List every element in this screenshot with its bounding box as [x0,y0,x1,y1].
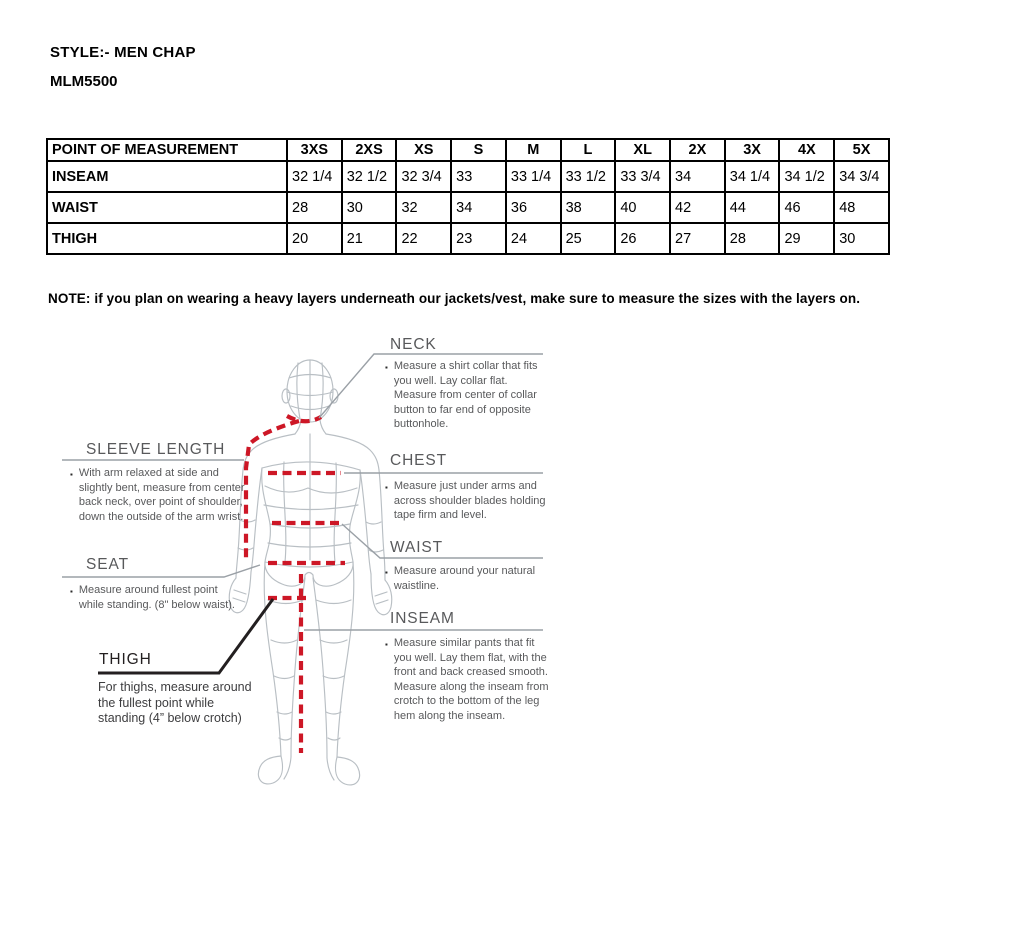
size-value-cell: 21 [342,223,397,254]
size-value-cell: 33 1/4 [506,161,561,192]
size-value-cell: 40 [615,192,670,223]
measurement-note: NOTE: if you plan on wearing a heavy layers underneath our jackets/vest, make sure to measure the sizes with the layers on. [48,291,861,306]
table-row [47,223,889,254]
thigh-section-description: For thighs, measure around the fullest point while standing (4” below crotch) [98,680,252,725]
bullet-icon: ▪ [70,470,73,479]
sleeve-length-section-title: SLEEVE LENGTH [86,441,226,458]
neck-measure-line [287,416,321,421]
table-row [47,192,889,223]
size-value-cell: 23 [451,223,506,254]
row-label: THIGH [47,223,287,254]
waist-section-title: WAIST [390,539,444,556]
size-value-cell: 32 3/4 [396,161,451,192]
size-value-cell: 34 1/4 [725,161,780,192]
chest-section-title: CHEST [390,452,448,469]
size-value-cell: 27 [670,223,725,254]
size-column-header: S [451,139,506,161]
size-column-header: XL [615,139,670,161]
size-value-cell: 32 1/4 [287,161,342,192]
chest-section-description: ▪ Measure just under arms and across shoulder blades holding tape firm and level. [385,480,546,522]
row-label: INSEAM [47,161,287,192]
size-value-cell: 24 [506,223,561,254]
size-value-cell: 30 [834,223,889,254]
size-value-cell: 33 [451,161,506,192]
sleeve-length-section-description: ▪ With arm relaxed at side and slightly bent, measure from center back neck, over point of shoulder, down the outside of the arm wrist. [70,467,245,523]
size-value-cell: 34 [451,192,506,223]
seat-section-description: ▪ Measure around fullest point while standing. (8" below waist). [70,584,235,611]
measurement-lines [246,416,345,753]
size-column-header: 3X [725,139,780,161]
size-value-cell: 25 [561,223,616,254]
thigh-section-title: THIGH [99,651,152,668]
size-value-cell: 28 [287,192,342,223]
bullet-icon: ▪ [385,483,388,492]
size-column-header: XS [396,139,451,161]
size-value-cell: 42 [670,192,725,223]
size-value-cell: 34 3/4 [834,161,889,192]
size-value-cell: 38 [561,192,616,223]
bullet-icon: ▪ [70,587,73,596]
waist-section-description: ▪ Measure around your natural waistline. [385,565,536,592]
style-code: MLM5500 [50,73,118,90]
bullet-icon: ▪ [385,568,388,577]
size-value-cell: 44 [725,192,780,223]
size-chart-header [47,139,889,161]
seat-section-title: SEAT [86,556,129,573]
measurement-column-header: POINT OF MEASUREMENT [47,139,287,161]
size-value-cell: 22 [396,223,451,254]
size-value-cell: 20 [287,223,342,254]
size-value-cell: 30 [342,192,397,223]
size-value-cell: 26 [615,223,670,254]
neck-section-title: NECK [390,336,437,353]
size-value-cell: 33 3/4 [615,161,670,192]
table-header-row [47,139,889,161]
inseam-section-title: INSEAM [390,610,455,627]
size-value-cell: 29 [779,223,834,254]
size-value-cell: 36 [506,192,561,223]
size-chart-table [46,138,890,255]
size-column-header: L [561,139,616,161]
size-column-header: 5X [834,139,889,161]
bullet-icon: ▪ [385,363,388,372]
table-row [47,161,889,192]
size-column-header: 2XS [342,139,397,161]
size-value-cell: 28 [725,223,780,254]
size-value-cell: 33 1/2 [561,161,616,192]
size-value-cell: 34 1/2 [779,161,834,192]
row-label: WAIST [47,192,287,223]
size-column-header: 3XS [287,139,342,161]
size-value-cell: 46 [779,192,834,223]
neck-section-description: ▪ Measure a shirt collar that fits you well. Lay collar flat. Measure from center of collar button to far end of opposite buttonhole. [385,360,538,431]
sleeve-measure-line [246,421,299,562]
size-column-header: M [506,139,561,161]
size-chart-body [47,161,889,254]
bullet-icon: ▪ [385,640,388,649]
size-value-cell: 32 [396,192,451,223]
size-column-header: 2X [670,139,725,161]
inseam-section-description: ▪ Measure similar pants that fit you well. Lay them flat, with the front and back creased smooth. Measure along the inseam from crotch to the bottom of the leg hem along the inseam. [385,637,549,722]
size-column-header: 4X [779,139,834,161]
size-value-cell: 32 1/2 [342,161,397,192]
style-title: STYLE:- MEN CHAP [50,44,196,61]
size-value-cell: 48 [834,192,889,223]
size-value-cell: 34 [670,161,725,192]
